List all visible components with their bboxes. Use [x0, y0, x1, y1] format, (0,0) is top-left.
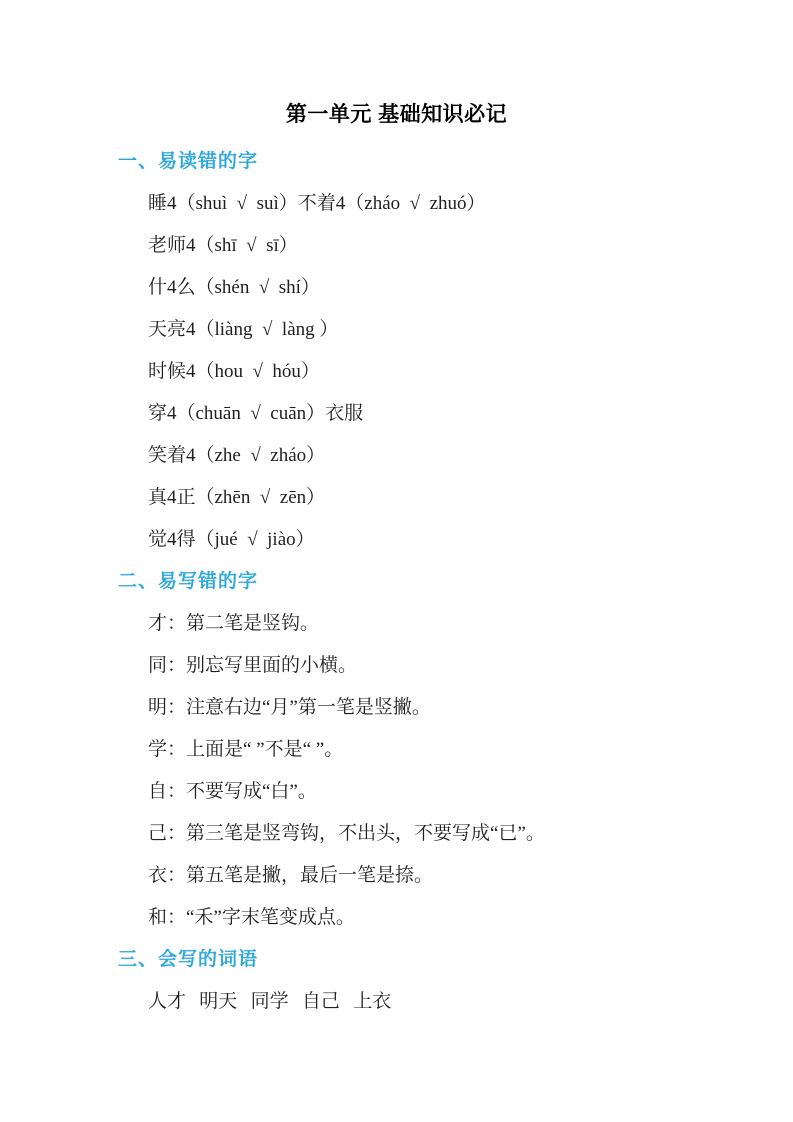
pinyin-line: 时候4（hou √ hóu）: [148, 361, 320, 382]
pinyin-line: 什4么（shén √ shí）: [148, 277, 320, 298]
note-line: 自：不要写成“白”。: [148, 781, 317, 802]
section-heading-misread-characters: 一、易读错的字: [118, 151, 259, 172]
note-line: 衣：第五笔是撇，最后一笔是捺。: [148, 865, 434, 886]
pinyin-line: 睡4（shuì √ suì）不着4（zháo √ zhuó）: [148, 193, 486, 214]
note-line: 和：“禾”字末笔变成点。: [148, 907, 355, 928]
note-line: 己：第三笔是竖弯钩，不出头，不要写成“已”。: [148, 823, 545, 844]
pinyin-line: 穿4（chuān √ cuān）衣服: [148, 403, 364, 424]
note-line: 明：注意右边“月”第一笔是竖撇。: [148, 697, 431, 718]
word-list-line: 人才 明天 同学 自己 上衣: [148, 991, 392, 1012]
pinyin-line: 真4正（zhēn √ zēn）: [148, 487, 326, 508]
section-heading-words-to-write: 三、会写的词语: [118, 949, 259, 970]
note-line: 同：别忘写里面的小横。: [148, 655, 358, 676]
pinyin-line: 天亮4（liàng √ làng ）: [148, 319, 339, 340]
section-heading-miswritten-characters: 二、易写错的字: [118, 571, 259, 592]
pinyin-line: 觉4得（jué √ jiào）: [148, 529, 315, 550]
pinyin-line: 笑着4（zhe √ zháo）: [148, 445, 326, 466]
pinyin-line: 老师4（shī √ sī）: [148, 235, 298, 256]
note-line: 学：上面是“ ”不是“ ”。: [148, 739, 344, 760]
page-title: 第一单元 基础知识必记: [285, 103, 508, 126]
note-line: 才：第二笔是竖钩。: [148, 613, 320, 634]
